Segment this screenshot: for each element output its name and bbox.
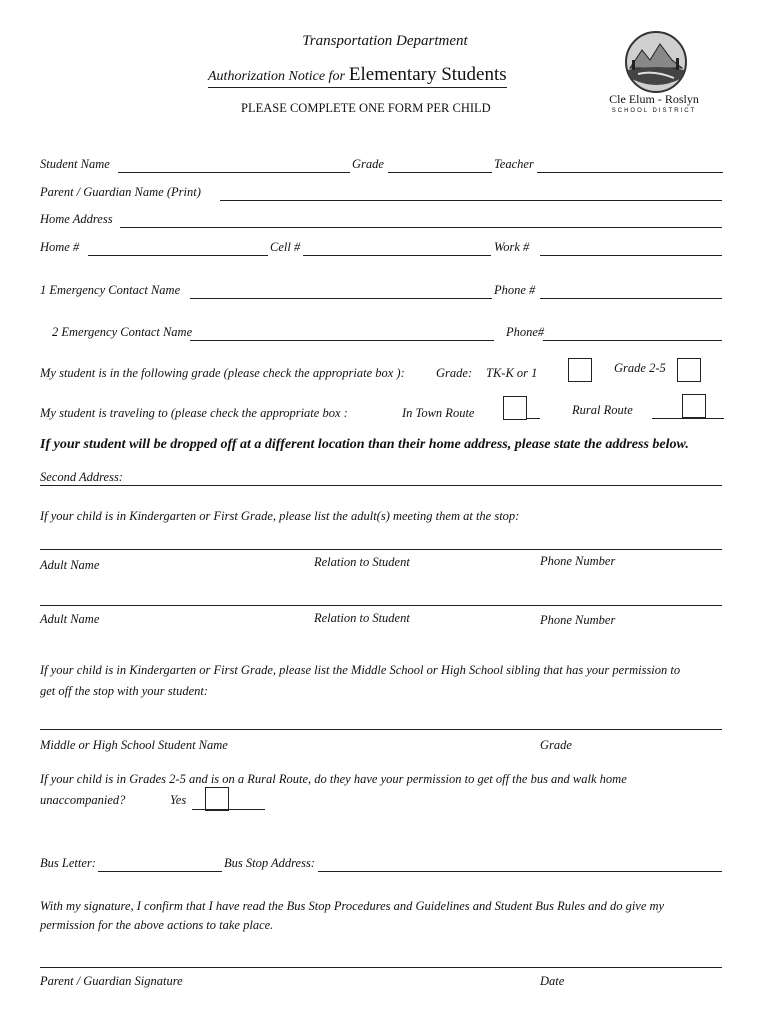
teacher-label: Teacher: [494, 157, 534, 171]
second-address-field[interactable]: [40, 485, 722, 486]
sibling-name-label: Middle or High School Student Name: [40, 738, 228, 752]
emergency2-phone-field[interactable]: [543, 340, 722, 341]
consent-text-2: permission for the above actions to take place.: [40, 918, 274, 932]
notice-subject: Elementary Students: [348, 64, 507, 85]
grade-option-2-5: Grade 2-5: [614, 361, 666, 375]
notice-prefix: Authorization Notice for: [208, 69, 345, 84]
department-title: Transportation Department: [302, 33, 468, 49]
parent-name-label: Parent / Guardian Name (Print): [40, 185, 201, 199]
student-name-field[interactable]: [118, 172, 350, 173]
parent-name-field[interactable]: [220, 200, 722, 201]
grade-label: Grade: [352, 157, 384, 171]
signature-field[interactable]: [40, 967, 722, 968]
in-town-route-checkbox[interactable]: [503, 396, 527, 420]
adult-row-1-relation: Relation to Student: [314, 555, 410, 569]
grade-question: My student is in the following grade (please check the appropriate box ):: [40, 366, 405, 380]
logo-name: Cle Elum - Roslyn: [609, 92, 699, 106]
grade-tkk1-checkbox[interactable]: [568, 358, 592, 382]
student-name-label: Student Name: [40, 157, 110, 171]
cell-phone-label: Cell #: [270, 240, 301, 254]
home-address-field[interactable]: [120, 227, 722, 228]
emergency2-name-field[interactable]: [190, 340, 494, 341]
yes-checkbox[interactable]: [205, 787, 229, 811]
sibling-field[interactable]: [40, 729, 722, 730]
in-town-route-underline: [526, 418, 540, 419]
bus-stop-field[interactable]: [318, 871, 722, 872]
sibling-prompt-2: get off the stop with your student:: [40, 684, 209, 698]
mountain-seal-icon: [624, 30, 688, 94]
grade-option-tkk1: TK-K or 1: [486, 366, 538, 380]
logo-sub: SCHOOL DISTRICT: [611, 108, 697, 114]
yes-label: Yes: [170, 793, 187, 807]
emergency1-phone-label: Phone #: [494, 283, 536, 297]
sibling-prompt-1: If your child is in Kindergarten or First Grade, please list the Middle School or High School sibling that has your permission to: [40, 663, 681, 677]
date-label: Date: [540, 974, 565, 988]
adult-prompt: If your child is in Kindergarten or First Grade, please list the adult(s) meeting them at the stop:: [40, 509, 520, 523]
bus-stop-label: Bus Stop Address:: [224, 856, 315, 870]
work-phone-field[interactable]: [540, 255, 722, 256]
adult-row-2-field[interactable]: [40, 605, 722, 606]
second-address-label: Second Address:: [40, 470, 123, 484]
rural-route-checkbox[interactable]: [682, 394, 706, 418]
dropoff-notice: If your student will be dropped off at a different location than their home address, please state the address below.: [40, 437, 689, 452]
work-phone-label: Work #: [494, 240, 530, 254]
notice-title: [208, 64, 507, 88]
emergency1-name-field[interactable]: [190, 298, 492, 299]
home-phone-label: Home #: [40, 240, 80, 254]
emergency2-name-label: 2 Emergency Contact Name: [52, 325, 193, 339]
home-address-label: Home Address: [40, 212, 113, 226]
adult-row-2-relation: Relation to Student: [314, 611, 410, 625]
sibling-grade-label: Grade: [540, 738, 572, 752]
unaccompanied-prompt-1: If your child is in Grades 2-5 and is on a Rural Route, do they have your permission to get off the bus and walk home: [40, 772, 627, 786]
teacher-field[interactable]: [537, 172, 723, 173]
adult-row-2-name: Adult Name: [40, 612, 100, 626]
instruction: PLEASE COMPLETE ONE FORM PER CHILD: [241, 101, 491, 115]
bus-letter-label: Bus Letter:: [40, 856, 96, 870]
grade-question-label: Grade:: [436, 366, 473, 380]
emergency1-name-label: 1 Emergency Contact Name: [40, 283, 181, 297]
adult-row-1-name: Adult Name: [40, 558, 100, 572]
rural-route-underline: [652, 418, 724, 419]
grade-field[interactable]: [388, 172, 492, 173]
signature-label: Parent / Guardian Signature: [40, 974, 183, 988]
yes-underline: [192, 809, 265, 810]
emergency2-phone-label: Phone#: [506, 325, 545, 339]
adult-row-2-phone: Phone Number: [540, 613, 616, 627]
cell-phone-field[interactable]: [303, 255, 491, 256]
adult-row-1-phone: Phone Number: [540, 554, 616, 568]
route-question: My student is traveling to (please check the appropriate box :: [40, 406, 348, 420]
grade-2-5-checkbox[interactable]: [677, 358, 701, 382]
bus-letter-field[interactable]: [98, 871, 222, 872]
unaccompanied-prompt-2: unaccompanied?: [40, 793, 126, 807]
consent-text-1: With my signature, I confirm that I have read the Bus Stop Procedures and Guidelines and Student Bus Rules and do give my: [40, 899, 665, 913]
route-option-in-town: In Town Route: [402, 406, 475, 420]
adult-row-1-field[interactable]: [40, 549, 722, 550]
route-option-rural: Rural Route: [572, 403, 633, 417]
home-phone-field[interactable]: [88, 255, 268, 256]
emergency1-phone-field[interactable]: [540, 298, 722, 299]
